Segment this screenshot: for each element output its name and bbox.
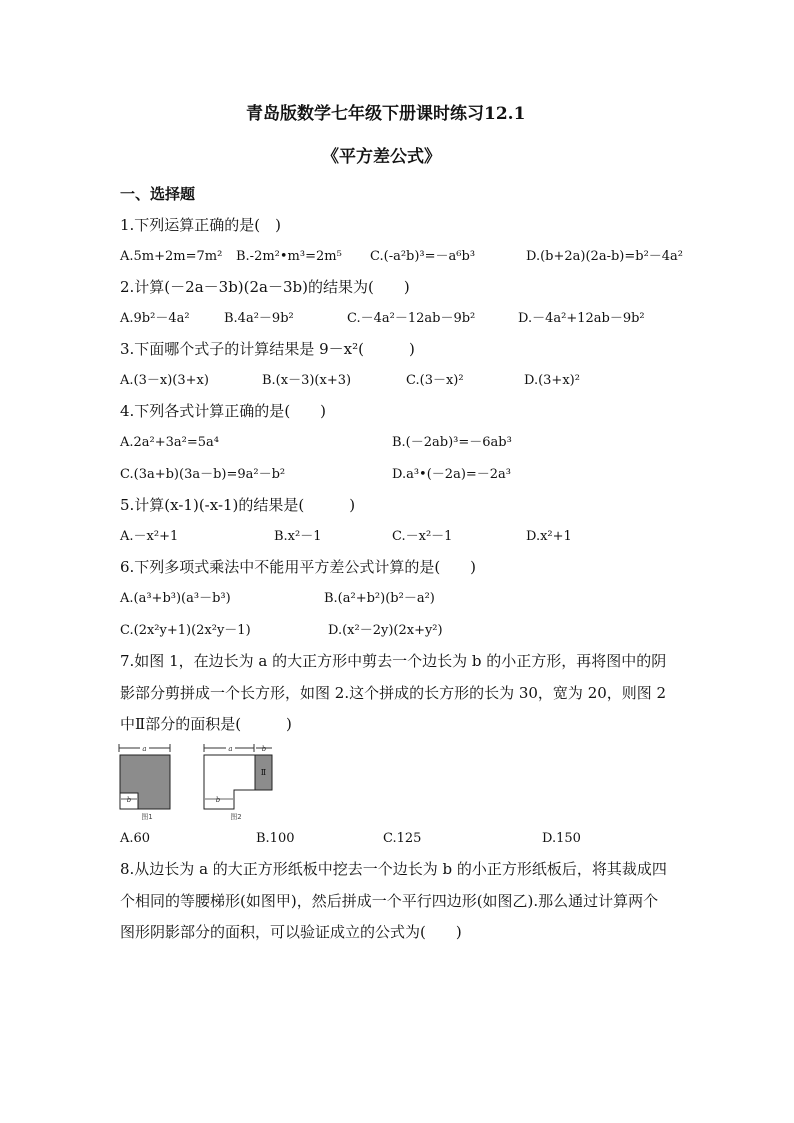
figure-2 (200, 742, 278, 822)
question-6-stem: 6.下列多项式乘法中不能用平方差公式计算的是( ) (120, 558, 477, 576)
q6-option-d: D.(x²－2y)(2x+y²) (328, 623, 443, 638)
question-7-stem-line-3: 中Ⅱ部分的面积是( ) (120, 715, 292, 733)
question-7-stem-line-2: 影部分剪拼成一个长方形，如图 2.这个拼成的长方形的长为 30，宽为 20，则图 2 (120, 684, 667, 702)
question-4-stem: 4.下列各式计算正确的是( ) (120, 402, 327, 420)
figure-1 (118, 742, 174, 822)
question-7-stem-line-1: 7.如图 1，在边长为 a 的大正方形中剪去一个边长为 b 的小正方形，再将图中的阴 (120, 652, 667, 670)
q1-option-d: D.(b+2a)(2a-b)=b²－4a² (526, 249, 684, 264)
q6-option-a: A.(a³+b³)(a³－b³) (120, 591, 231, 606)
q1-option-b: B.-2m²•m³=2m⁵ (236, 249, 342, 264)
question-1-stem: 1.下列运算正确的是( ) (120, 216, 282, 234)
q3-option-a: A.(3－x)(3+x) (120, 373, 209, 388)
fig1-label-b: b (126, 796, 132, 804)
q7-option-b: B.100 (256, 831, 295, 846)
q2-option-d: D.－4a²+12ab－9b² (518, 311, 645, 326)
page-subtitle: 《平方差公式》 (322, 147, 441, 167)
q2-option-a: A.9b²－4a² (120, 311, 190, 326)
q3-option-b: B.(x－3)(x+3) (262, 373, 352, 388)
q7-option-a: A.60 (120, 831, 151, 846)
fig1-caption: 图1 (141, 813, 153, 821)
fig2-label-roman: Ⅱ (260, 768, 267, 777)
question-8-stem-line-3: 图形阴影部分的面积，可以验证成立的公式为( ) (120, 923, 462, 941)
q6-option-b: B.(a²+b²)(b²－a²) (324, 591, 435, 606)
q4-option-b: B.(－2ab)³=－6ab³ (392, 435, 512, 450)
q3-option-d: D.(3+x)² (524, 373, 580, 388)
q4-option-a: A.2a²+3a²=5a⁴ (120, 435, 220, 450)
q5-option-d: D.x²+1 (526, 529, 572, 544)
q2-option-b: B.4a²－9b² (224, 311, 294, 326)
question-5-stem: 5.计算(x-1)(-x-1)的结果是( ) (120, 496, 356, 514)
q4-option-c: C.(3a+b)(3a－b)=9a²－b² (120, 467, 286, 482)
page-title: 青岛版数学七年级下册课时练习12.1 (246, 104, 526, 124)
fig2-label-b-bottom: b (215, 796, 221, 804)
q1-option-c: C.(-a²b)³=－a⁶b³ (370, 249, 476, 264)
fig1-label-a: a (142, 745, 147, 753)
q1-option-a: A.5m+2m=7m² (120, 249, 223, 264)
question-3-stem: 3.下面哪个式子的计算结果是 9－x²( ) (120, 340, 415, 358)
q5-option-c: C.－x²－1 (392, 529, 453, 544)
q5-option-b: B.x²－1 (274, 529, 322, 544)
question-8-stem-line-2: 个相同的等腰梯形(如图甲)，然后拼成一个平行四边形(如图乙).那么通过计算两个 (120, 892, 659, 910)
fig2-label-a: a (228, 745, 233, 753)
q6-option-c: C.(2x²y+1)(2x²y－1) (120, 623, 251, 638)
q4-option-d: D.a³•(－2a)=－2a³ (392, 467, 512, 482)
q7-option-c: C.125 (383, 831, 422, 846)
fig2-label-b-top: b (261, 745, 267, 753)
q5-option-a: A.－x²+1 (120, 529, 179, 544)
q3-option-c: C.(3－x)² (406, 373, 464, 388)
question-2-stem: 2.计算(－2a－3b)(2a－3b)的结果为( ) (120, 278, 410, 296)
section-heading: 一、选择题 (120, 185, 196, 203)
q7-option-d: D.150 (542, 831, 581, 846)
question-8-stem-line-1: 8.从边长为 a 的大正方形纸板中挖去一个边长为 b 的小正方形纸板后，将其裁成四 (120, 860, 667, 878)
q2-option-c: C.－4a²－12ab－9b² (347, 311, 476, 326)
fig2-caption: 图2 (230, 813, 242, 821)
